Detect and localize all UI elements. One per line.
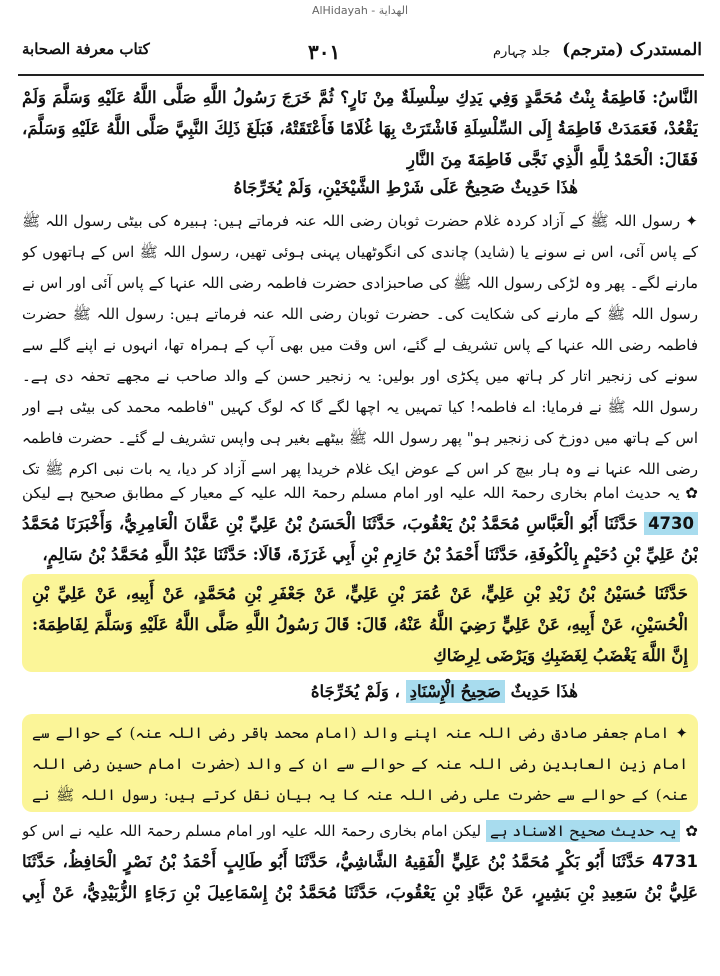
highlighted-hadith: [22, 574, 698, 672]
urdu-translation: ✦ رسول اللہ ﷺ کے آزاد کردہ غلام حضرت ثوبان رضی اللہ عنہ فرماتے ہیں: ہبیرہ کی بیٹی رسول اللہ ﷺ کے پاس آئی، اس نے سونے یا (شاید) چاندی کی انگوٹھیاں پہنی ہوئی تھیں، رسول اللہ ﷺ اس کے ہاتھوں کو مارنے لگے۔ پھر وہ لڑکی رسول اللہ ﷺ کی صاحبزادی حضرت فاطمہ رضی اللہ عنہا کے پاس آئی اور اس نے رسول اللہ ﷺ کے مارنے کی شکایت کی۔ حضرت ثوبان رضی اللہ عنہ فرماتے ہیں: رسول اللہ ﷺ حضرت فاطمہ رضی اللہ عنہا کے پاس تشریف لے گئے، اس وقت میں بھی آپ کے ہمراہ تھا، انہوں نے اپنے گلے سے سونے کی زنجیر اتار کر ہاتھ میں پکڑی اور بولیں: یہ زنجیر حسن کے والد صاحب نے مجھے تحفہ دی ہے۔ رسول اللہ ﷺ نے فرمایا: اے فاطمہ! کیا تمہیں یہ اچھا لگے گا کہ لوگ کہیں "فاطمہ محمد کی بیٹی ہے اور اس کے ہاتھ میں دوزخ کی زنجیر ہو" پھر رسول اللہ ﷺ بیٹھے بغیر ہی واپس تشریف لے گئے۔ حضرت فاطمہ رضی اللہ عنہا نے وہ ہار بیچ کر اس کے عوض ایک غلام خریدا پھر اسے آزاد کر دیا، یہ بات نبی اکرم ﷺ تک: [22, 212, 698, 478]
arabic-paragraph: النَّاسُ: فَاطِمَةُ بِنْتُ مُحَمَّدٍ وَفِي يَدِكِ سِلْسِلَةٌ مِنْ نَارٍ؟ ثُمَّ خَرَجَ رَسُولُ اللَّهِ صَلَّى اللَّهُ عَلَيْهِ وَسَلَّمَ وَلَمْ يَقْعُدْ، فَعَمَدَتْ فَاطِمَةُ إِلَى السِّلْسِلَةِ فَاشْتَرَتْ بِهَا غُلَامًا فَأَعْتَقَتْهُ، فَبَلَغَ ذَلِكَ النَّبِيَّ صَلَّى اللَّهُ عَلَيْهِ وَسَلَّمَ، فَقَالَ: الْحَمْدُ لِلَّهِ الَّذِي نَجَّى فَاطِمَةَ مِنَ النَّارِ: [22, 88, 698, 169]
urdu-translation-2: ✦ امام جعفر صادق رضی اللہ عنہ اپنے والد (امام محمد باقر رضی اللہ عنہ) کے حوالے سے امام زین العابدین رضی اللہ عنہ کے حوالے سے ان کے والد (حضرت امام حسین رضی اللہ عنہ) کے حوالے سے حضرت علی رضی اللہ عنہ کا یہ بیان نقل کرتے ہیں: رسول اللہ ﷺ نے: [32, 724, 688, 804]
flower-bullet: ✿: [680, 822, 698, 840]
hadith-matn: حَدَّثَنَا حُسَيْنُ بْنُ زَيْدِ بْنِ عَلِيٍّ، عَنْ عُمَرَ بْنِ عَلِيٍّ، عَنْ جَعْفَرِ بْنِ مُحَمَّدٍ، عَنْ أَبِيهِ، عَنْ عَلِيِّ بْنِ الْحُسَيْنِ، عَنْ أَبِيهِ، عَنْ عَلِيٍّ رَضِيَ اللَّهُ عَنْهُ، قَالَ: قَالَ رَسُولُ اللَّهِ صَلَّى اللَّهُ عَلَيْهِ وَسَلَّمَ لِفَاطِمَةَ: إِنَّ اللَّهَ يَغْضَبُ لِغَضَبِكِ وَيَرْضَى لِرِضَاكِ: [32, 584, 688, 665]
grading-arabic: هٰذَا حَدِيثٌ صَحِيحٌ عَلَى شَرْطِ الشَّيْخَيْنِ، وَلَمْ يُخَرِّجَاهُ: [233, 178, 578, 197]
grading-urdu-2: [22, 816, 698, 846]
grading-highlight: صَحِيحُ الْإِسْنَادِ: [406, 680, 505, 703]
page-body: [22, 82, 698, 908]
page-header: [18, 34, 704, 76]
book-title-text: المستدرک (مترجم): [562, 40, 702, 60]
book-title: [493, 40, 702, 60]
highlighted-translation: [22, 714, 698, 812]
hadith-isnad-2: حَدَّثَنَا أَبُو بَكْرٍ مُحَمَّدُ بْنُ عَلِيٍّ الْفَقِيهُ الشَّاشِيُّ، حَدَّثَنَا أَبُو طَالِبٍ أَحْمَدُ بْنُ نَصْرٍ الْحَافِظُ، حَدَّثَنَا عَلِيُّ بْنُ سَعِيدِ بْنِ بَشِيرٍ، عَنْ عَبَّادِ بْنِ يَعْقُوبَ، حَدَّثَنَا مُحَمَّدُ بْنُ إِسْمَاعِيلَ بْنِ رَجَاءٍ الزُّبَيْدِيُّ، عَنْ أَبِي: [22, 852, 698, 902]
hadith-4731: [22, 846, 698, 908]
grading-urdu-highlight: یہ حدیث صحیح الاسناد ہے: [486, 820, 680, 842]
grading-prefix: هٰذَا حَدِيثٌ: [510, 682, 578, 701]
chapter-title: کتاب معرفة الصحابة: [22, 40, 150, 58]
grading-arabic-2: [22, 676, 698, 710]
grading-urdu: ✿ یہ حدیث امام بخاری رحمۃ اللہ علیہ اور امام مسلم رحمۃ اللہ علیہ کے معیار کے مطابق صحیح ہے لیکن: [22, 484, 698, 502]
volume-label: جلد چہارم: [493, 44, 551, 59]
site-watermark: AlHidayah - الهداية: [311, 4, 409, 17]
grading-suffix: ، وَلَمْ يُخَرِّجَاهُ: [310, 682, 400, 701]
hadith-isnad: حَدَّثَنَا أَبُو الْعَبَّاسِ مُحَمَّدُ بْنُ يَعْقُوبَ، حَدَّثَنَا الْحَسَنُ بْنُ عَلِيِّ بْنِ عَفَّانَ الْعَامِرِيُّ، وَأَخْبَرَنَا مُحَمَّدُ بْنُ عَلِيِّ بْنِ دُحَيْمٍ بِالْكُوفَةِ، حَدَّثَنَا أَحْمَدُ بْنُ حَازِمِ بْنِ أَبِي غَرَزَةَ، قَالَا: حَدَّثَنَا عَبْدُ اللَّهِ مُحَمَّدُ بْنُ سَالِمٍ،: [22, 514, 698, 564]
grading-urdu-suffix: لیکن امام بخاری رحمۃ اللہ علیہ اور امام مسلم رحمۃ اللہ علیہ نے اس کو: [22, 822, 482, 840]
page-number: ۳۰۱: [308, 40, 341, 64]
hadith-number-2: 4731: [652, 852, 698, 871]
hadith-number: 4730: [644, 512, 698, 535]
hadith-4730: [22, 508, 698, 570]
